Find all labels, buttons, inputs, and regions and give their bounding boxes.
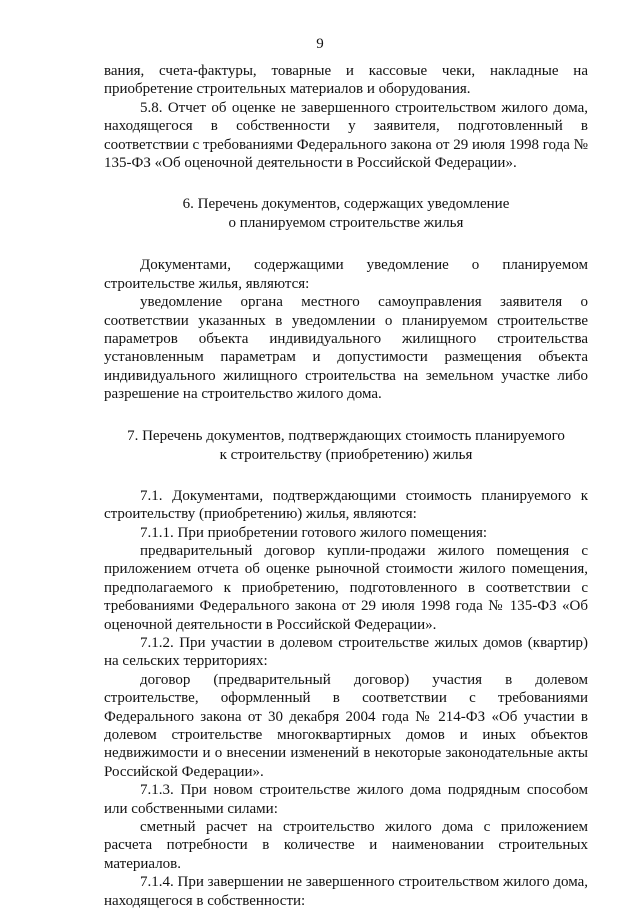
- page-number: 9: [316, 36, 324, 52]
- section-7-heading-line2: к строительству (приобретению) жилья: [219, 446, 473, 463]
- paragraph-5-8: 5.8. Отчет об оценке не завершенного строительством жилого дома, находящегося в собственности у заявителя, подготовленный в соответствии с требованиями Федерального закона от 29 июля 1998 года № 135-ФЗ «Об оценочной деятельности в Российской Федерации».: [104, 99, 588, 172]
- paragraph-7-1-1: 7.1.1. При приобретении готового жилого помещения:: [140, 524, 488, 541]
- section-6-heading-line1: 6. Перечень документов, содержащих уведомление: [182, 196, 510, 213]
- section-7-heading: [104, 427, 588, 465]
- document-body: [104, 62, 588, 910]
- paragraph-7-1-2: 7.1.2. При участии в долевом строительстве жилых домов (квартир) на сельских территориях:: [104, 634, 588, 670]
- paragraph-7-1-4: 7.1.4. При завершении не завершенного строительством жилого дома, находящегося в собственности:: [104, 874, 589, 909]
- section-6-paragraph-2: уведомление органа местного самоуправления заявителя о соответствии указанных в уведомлении о планируемом строительстве параметров объекта индивидуального жилищного строительства установленным параметрам и допустимости размещения объекта индивидуального жилищного строительства на земельном участке либо разрешение на строительство жилого дома.: [104, 294, 588, 403]
- section-6-heading-line2: о планируемом строительстве жилья: [228, 215, 464, 232]
- paragraph-7-1-2-body: договор (предварительный договор) участия в долевом строительстве, оформленный в соответствии с требованиями Федерального закона от 30 декабря 2004 года № 214-ФЗ «Об участии в долевом строительстве многоквартирных домов и иных объектов недвижимости и о внесении изменений в некоторые законодательные акты Российской Федерации».: [104, 671, 588, 780]
- section-6-paragraph-1: Документами, содержащими уведомление о планируемом строительстве жилья, являются:: [104, 257, 588, 292]
- paragraph-7-1-3: 7.1.3. При новом строительстве жилого дома подрядным способом или собственными силами:: [104, 782, 588, 817]
- section-6-heading: [104, 195, 588, 233]
- paragraph-7-1-3-body: сметный расчет на строительство жилого дома с приложением расчета потребности в количестве и наименовании строительных материалов.: [104, 819, 588, 872]
- paragraph-7-1-1-body: предварительный договор купли-продажи жилого помещения с приложением отчета об оценке рыночной стоимости жилого помещения, предполагаемого к приобретению, подготовленного в соответствии с требованиями Федерального закона от 29 июля 1998 года № 135-ФЗ «Об оценочной деятельности в Российской Федерации».: [104, 542, 588, 633]
- section-7-heading-line1: 7. Перечень документов, подтверждающих стоимость планируемого: [127, 427, 565, 444]
- paragraph-7-1: 7.1. Документами, подтверждающими стоимость планируемого к строительству (приобретению) жилья, являются:: [104, 487, 588, 523]
- paragraph-intro: вания, счета-фактуры, товарные и кассовые чеки, накладные на приобретение строительных материалов и оборудования.: [104, 63, 588, 98]
